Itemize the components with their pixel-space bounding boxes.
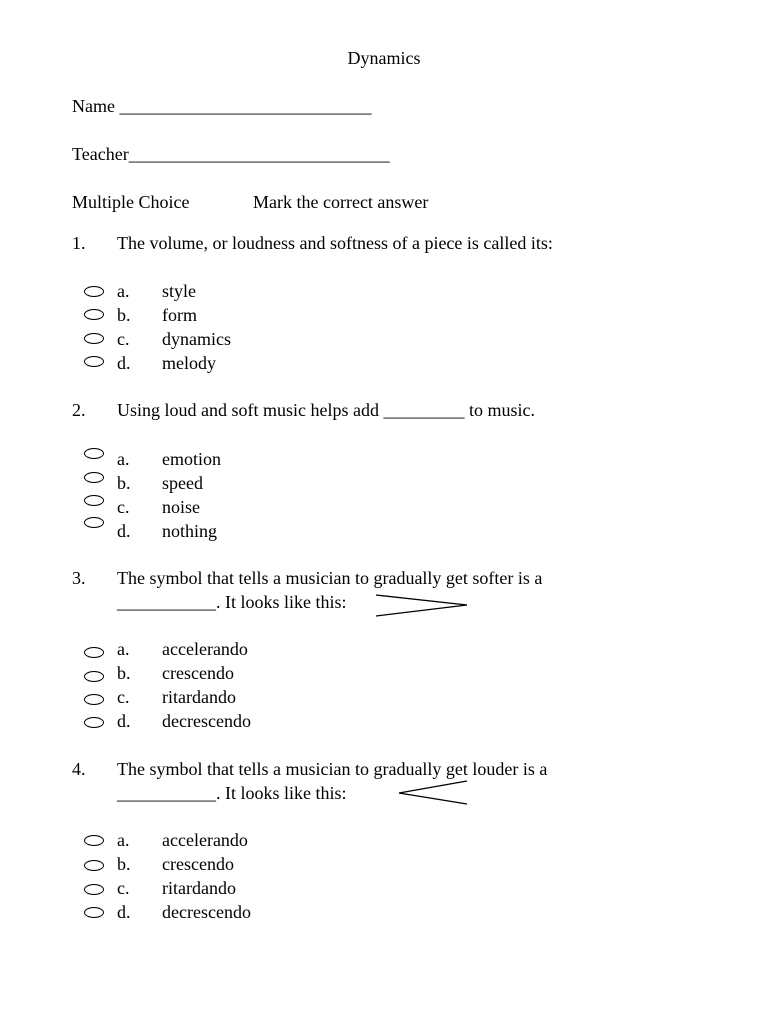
option-text: style <box>162 281 196 301</box>
option-text: dynamics <box>162 329 231 349</box>
answer-bubble-3b[interactable] <box>84 671 104 682</box>
option-letter: d. <box>117 711 131 731</box>
option-letter: b. <box>117 663 131 683</box>
question-text-line2: ___________. It looks like this: <box>117 783 347 803</box>
option-letter: d. <box>117 521 131 541</box>
answer-bubble-1b[interactable] <box>84 309 104 320</box>
option-letter: c. <box>117 878 130 898</box>
name-label: Name <box>72 96 115 116</box>
option-text: decrescendo <box>162 711 251 731</box>
option-letter: c. <box>117 329 130 349</box>
teacher-blank[interactable]: _____________________________ <box>128 144 390 164</box>
question-number: 4. <box>72 759 86 779</box>
option-letter: a. <box>117 449 130 469</box>
option-text: nothing <box>162 521 218 541</box>
option-text: ritardando <box>162 878 236 898</box>
answer-bubble-2b[interactable] <box>84 472 104 483</box>
answer-bubble-2c[interactable] <box>84 495 104 506</box>
name-field <box>72 95 371 117</box>
option-text: accelerando <box>162 639 248 659</box>
teacher-label: Teacher <box>72 144 129 164</box>
answer-bubble-3d[interactable] <box>84 717 104 728</box>
option-letter: c. <box>117 497 130 517</box>
question-text: Using loud and soft music helps add _________ to music. <box>117 400 535 420</box>
option-text: decrescendo <box>162 902 251 922</box>
question-number: 1. <box>72 233 86 253</box>
option-letter: d. <box>117 902 131 922</box>
option-letter: c. <box>117 687 130 707</box>
option-text: crescendo <box>162 854 234 874</box>
option-letter: a. <box>117 281 130 301</box>
answer-bubble-1d[interactable] <box>84 356 104 367</box>
question-number: 2. <box>72 400 86 420</box>
option-text: speed <box>162 473 203 493</box>
option-text: accelerando <box>162 830 248 850</box>
option-text: form <box>162 305 197 325</box>
option-text: emotion <box>162 449 221 469</box>
question-text: The volume, or loudness and softness of a piece is called its: <box>117 233 553 253</box>
option-text: crescendo <box>162 663 234 683</box>
option-text: ritardando <box>162 687 236 707</box>
answer-bubble-2d[interactable] <box>84 517 104 528</box>
name-blank[interactable]: ____________________________ <box>119 96 372 116</box>
answer-bubble-3a[interactable] <box>84 647 104 658</box>
option-letter: d. <box>117 353 131 373</box>
answer-bubble-4d[interactable] <box>84 907 104 918</box>
option-letter: b. <box>117 473 131 493</box>
answer-bubble-1a[interactable] <box>84 286 104 297</box>
option-letter: b. <box>117 305 131 325</box>
option-letter: a. <box>117 830 130 850</box>
question-text: The symbol that tells a musician to gradually get louder is a <box>117 759 548 779</box>
option-letter: a. <box>117 639 130 659</box>
question-text-line2: ___________. It looks like this: <box>117 592 347 612</box>
section-instruction: Mark the correct answer <box>253 192 429 212</box>
answer-bubble-4c[interactable] <box>84 884 104 895</box>
option-text: melody <box>162 353 216 373</box>
answer-bubble-4a[interactable] <box>84 835 104 846</box>
option-text: noise <box>162 497 200 517</box>
answer-bubble-4b[interactable] <box>84 860 104 871</box>
section-label: Multiple Choice <box>72 192 190 212</box>
decrescendo-symbol-icon <box>374 592 470 620</box>
option-letter: b. <box>117 854 131 874</box>
answer-bubble-1c[interactable] <box>84 333 104 344</box>
question-text: The symbol that tells a musician to gradually get softer is a <box>117 568 543 588</box>
teacher-field <box>72 143 390 165</box>
answer-bubble-3c[interactable] <box>84 694 104 705</box>
crescendo-symbol-icon <box>396 779 470 807</box>
answer-bubble-2a[interactable] <box>84 448 104 459</box>
page-title: Dynamics <box>347 48 421 68</box>
question-number: 3. <box>72 568 86 588</box>
